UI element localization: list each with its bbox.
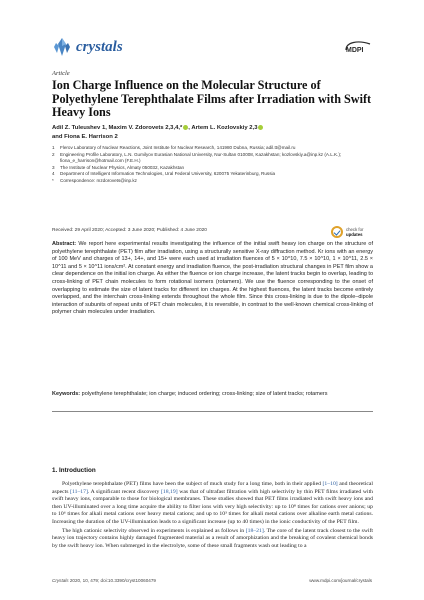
footer-citation: Crystals 2020, 10, 479; doi:10.3390/cryst10060479 bbox=[52, 578, 156, 583]
orcid-icon[interactable] bbox=[258, 125, 263, 130]
body-paragraph bbox=[52, 481, 373, 527]
body-text-span: and theoretical aspects bbox=[52, 481, 373, 495]
section-divider bbox=[52, 411, 373, 412]
body-text-span: . The core of the latent track closest to the swift heavy ion trajectory contains highly damaged fragmented material as a result of amorphization and the breaking of covalent chemical bonds by the swift heavy ion. When submerged in the electrolyte, some of these small fragments wash out leading to a bbox=[52, 527, 373, 549]
check-updates-icon bbox=[331, 226, 343, 238]
footer-url[interactable]: www.mdpi.com/journal/crystals bbox=[309, 578, 372, 583]
citation-link[interactable]: [1–10] bbox=[322, 481, 338, 487]
affiliation-item: 1 Flerov Laboratory of Nuclear Reactions, Joint Institute for Nuclear Research, 141980 Dubna, Russia; adil.tt@mail.ru bbox=[52, 145, 296, 150]
journal-logo bbox=[52, 36, 152, 58]
crystal-icon bbox=[52, 37, 72, 57]
correspondence: * Correspondence: mzdorovets@inp.kz bbox=[52, 177, 137, 183]
mdpi-logo bbox=[344, 38, 372, 54]
keywords-text: polyethylene terephthalate; ion charge; induced ordering; cross-linking; size of latent tracks; rotamers bbox=[81, 391, 328, 397]
citation-link[interactable]: [11–17] bbox=[70, 488, 88, 495]
body-text-span: Polyethylene terephthalate (PET) films have been the subject of much study for a long time, both in their applied bbox=[62, 481, 323, 487]
body-text-span: was that of ultrafast filtration with high selectivity by thin PET films irradiated with swift heavy ions, comparable to those for biological membranes. These studies showed that PET films irradiated with swift heavy ions and then UV-illuminated over a long time acquire the ability to filter ions with very high selectivity: up to 10⁸ times for cations over anions; up to 10⁶ times for alkali metal cations over heavy metal cations; and up to 10³ times for alkali metal cations over alkaline earth metal cations. Increasing the duration of the UV-illumination leads to a significant increase (up to 40 times) in the ionic conductivity of the PET film. bbox=[52, 488, 373, 525]
author-line-2: and Fiona E. Harrison 2 bbox=[52, 134, 118, 140]
body-paragraph bbox=[52, 528, 373, 551]
abstract-label: Abstract: bbox=[52, 241, 77, 247]
author-list bbox=[52, 124, 382, 142]
affiliations bbox=[52, 145, 382, 185]
article-type: Article bbox=[52, 70, 70, 77]
abstract-text: We report here experimental results investigating the influence of the initial swift heavy ion charge on the structure of polyethylene terephthalate (PET) film after irradiation, using a structurally sensitive X-ray diffraction method. Kr ions with an energy of 100 MeV and charges of 13+, 14+, and 15+ were each used at irradiation fluences of 5 × 10^10, 7.5 × 10^10, 1 × 10^11, 2.5 × 10^11 and 5 × 10^11 ions/cm². At constant energy and irradiation fluence, the post-irradiation structural changes in PET film show a clear dependence on the initial ion charge. As either the fluence or ion charge increase, the latent tracks begin to overlap, leading to cross-linking of PET chain molecules to form rotational isomers (rotamers). We use the fluence corresponding to the onset of overlapping to estimate the size of latent tracks for different ion charges. At the highest fluences, the latent tracks become entirely overlapped, and the interchain cross-linking extends throughout the whole film. Since this cross-linking is due to the dipole–dipole interaction of subunits of repeat units of PET chain molecules, it is reversible, in contrast to the well-known chemical cross-linking of polymer chain molecules under irradiation. bbox=[52, 241, 373, 316]
keywords-label: Keywords: bbox=[52, 391, 81, 397]
body-text-span: . A significant recent discovery bbox=[87, 488, 162, 495]
check-updates-badge[interactable]: check for updates bbox=[331, 224, 373, 239]
section-title: 1. Introduction bbox=[52, 467, 96, 474]
citation-link[interactable]: [18–21] bbox=[245, 527, 264, 534]
journal-name: crystals bbox=[76, 38, 123, 55]
author-line-1: Adil Z. Tuleushev 1, Maxim V. Zdorovets 2,3,4,* bbox=[52, 125, 183, 131]
abstract bbox=[52, 241, 373, 317]
mdpi-text: MDPI bbox=[346, 47, 364, 54]
keywords bbox=[52, 391, 373, 399]
page-title: Ion Charge Influence on the Molecular Structure of Polyethylene Terephthalate Films after Irradiation with Swift Heavy Ions bbox=[52, 78, 372, 120]
affiliation-item: 4 Department of Intelligent Information Technologies, Ural Federal University, 620075 Yekaterinburg, Russia bbox=[52, 171, 276, 177]
affiliation-item: 3 The Institute of Nuclear Physics, Almaty 050032, Kazakhstan bbox=[52, 164, 185, 170]
citation-link[interactable]: [18,19] bbox=[161, 488, 178, 495]
body-text bbox=[52, 481, 373, 551]
author-line-1b: , Artem L. Kozlovskiy 2,3 bbox=[188, 125, 258, 131]
publication-dates: Received: 29 April 2020; Accepted: 3 June 2020; Published: 4 June 2020 bbox=[52, 228, 207, 233]
affiliation-item: 2 Engineering Profile Laboratory, L.N. Gumilyov Eurasian National University, Nur-Sultan 010008, Kazakhstan; kozlovskiy.a@inp.kz (A.L.K.); fiona_e_harrison@hotmail.com (F.E.H.) bbox=[52, 151, 342, 164]
body-text-span: The high cationic selectivity observed in experiments is explained as follows in bbox=[62, 527, 246, 534]
